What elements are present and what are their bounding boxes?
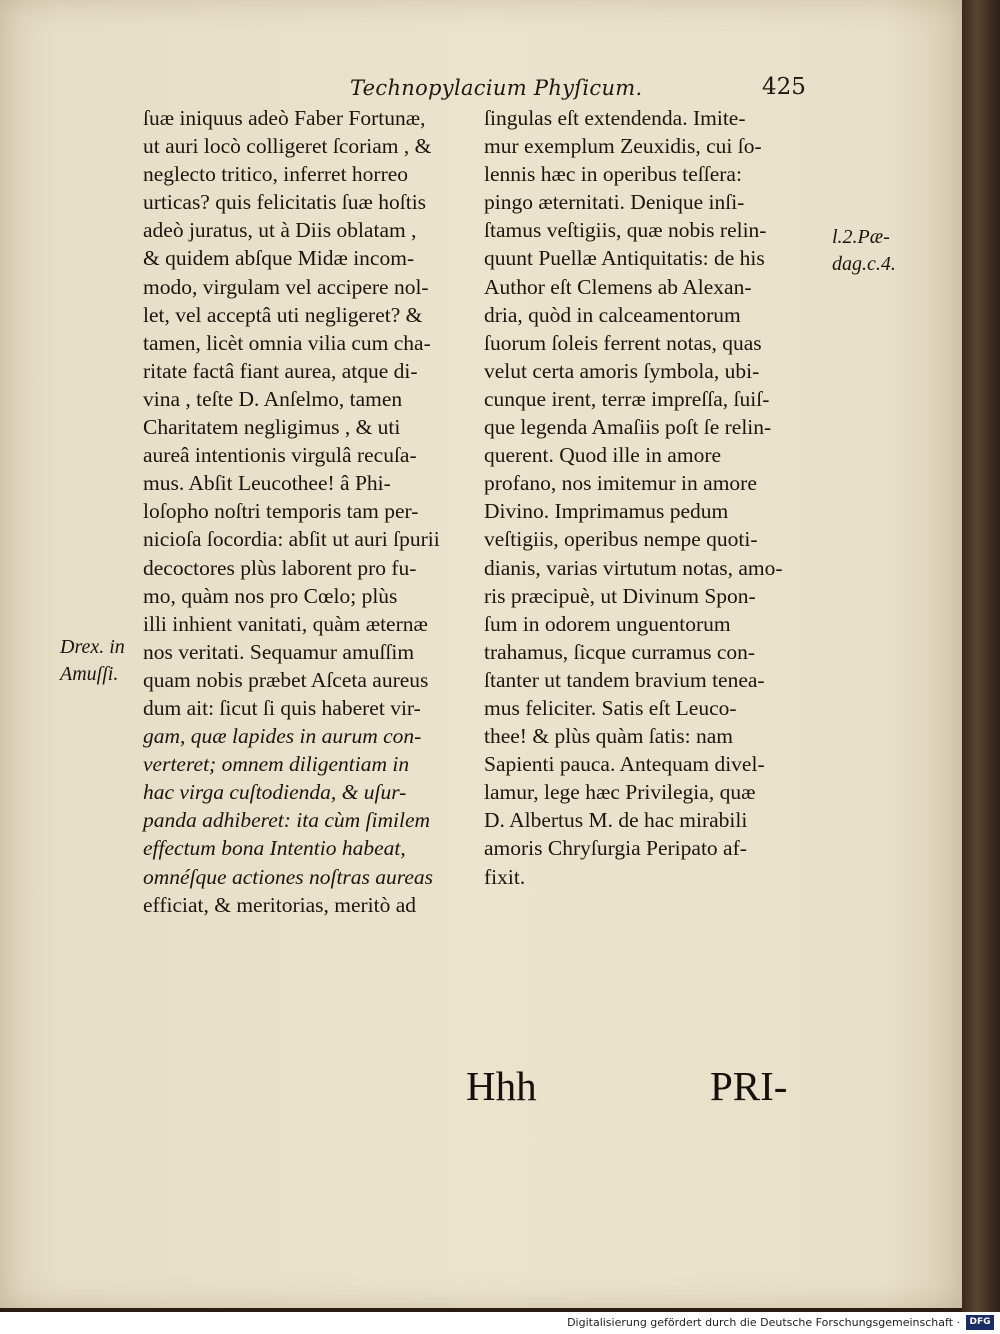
text-line: Sapienti pauca. Antequam divel-	[484, 752, 765, 777]
margin-note-right-line: l.2.Pæ-	[832, 226, 890, 248]
text-line: ſuæ iniquus adeò Faber Fortunæ,	[143, 106, 426, 130]
text-line: dianis, varias virtutum notas, amo-	[484, 555, 783, 580]
text-line: dria, quòd in calceamentorum	[484, 302, 741, 327]
text-line: ris præcipuè, ut Divinum Spon-	[484, 583, 756, 608]
text-line: quunt Puellæ Antiquitatis: de his	[484, 246, 765, 271]
text-line: urticas? quis felicitatis ſuæ hoſtis	[143, 190, 427, 215]
text-line: ſingulas eſt extendenda. Imite-	[484, 106, 746, 130]
banner-text: Digitalisierung gefördert durch die Deutsche Forschungsgemeinschaft ·	[567, 1316, 960, 1329]
text-line: querent. Quod ille in amore	[484, 443, 722, 468]
text-line: aureâ intentionis virgulâ recuſa-	[143, 443, 417, 468]
margin-note-right	[832, 224, 896, 278]
text-line: let, vel acceptâ uti negligeret? &	[143, 302, 423, 327]
text-line: ſum in odorem unguentorum	[484, 611, 731, 636]
text-line: mur exemplum Zeuxidis, cui ſo-	[484, 134, 762, 159]
text-line: modo, virgulam vel accipere nol-	[143, 274, 429, 299]
page-number: 425	[762, 74, 806, 100]
text-column-left	[143, 104, 469, 919]
text-line: neglecto tritico, inferret horreo	[143, 162, 409, 187]
text-line: nicioſa ſocordia: abſit ut auri ſpurii	[143, 527, 440, 552]
digitization-banner	[0, 1312, 1000, 1334]
text-line: nos veritati. Sequamur amuſſim	[143, 639, 415, 664]
text-line: cunque irent, terræ impreſſa, ſuiſ-	[484, 386, 770, 411]
text-line: pingo æternitati. Denique inſi-	[484, 190, 745, 215]
text-line: ſtanter ut tandem bravium tenea-	[484, 667, 765, 692]
text-line: ſtamus veſtigiis, quæ nobis relin-	[484, 218, 767, 243]
text-line: illi inhient vanitati, quàm æternæ	[143, 611, 428, 636]
dfg-logo-icon: DFG	[966, 1315, 994, 1330]
text-line: vina , teſte D. Anſelmo, tamen	[143, 386, 403, 411]
text-line: amoris Chryſurgia Peripato af-	[484, 836, 747, 861]
text-line: veſtigiis, operibus nempe quoti-	[484, 527, 758, 552]
margin-note-right-line: dag.c.4.	[832, 253, 896, 275]
text-line: effectum bona Intentio habeat,	[143, 836, 406, 861]
text-line: mus feliciter. Satis eſt Leuco-	[484, 695, 737, 720]
text-line: quam nobis præbet Aſceta aureus	[143, 667, 429, 692]
text-line: mus. Abſit Leucothee! â Phi-	[143, 471, 391, 496]
text-line: trahamus, ſicque curramus con-	[484, 639, 756, 664]
catchword: PRI-	[710, 1063, 788, 1109]
text-line: Divino. Imprimamus pedum	[484, 499, 729, 524]
text-line: Charitatem negligimus , & uti	[143, 415, 401, 440]
margin-note-left-line: Drex. in	[60, 636, 125, 658]
text-line: mo, quàm nos pro Cœlo; plùs	[143, 583, 398, 608]
book-edge	[962, 0, 1000, 1312]
text-line: panda adhiberet: ita cùm ſimilem	[143, 808, 431, 833]
text-line: profano, nos imitemur in amore	[484, 471, 757, 496]
text-line: efficiat, & meritorias, meritò ad	[143, 892, 417, 917]
text-line: thee! & plùs quàm ſatis: nam	[484, 724, 733, 749]
text-line: ſuorum ſoleis ferrent notas, quas	[484, 330, 762, 355]
text-line: velut certa amoris ſymbola, ubi-	[484, 358, 760, 383]
text-line: hac virga cuſtodienda, & uſur-	[143, 780, 407, 805]
text-line: D. Albertus M. de hac mirabili	[484, 808, 748, 833]
text-line: que legenda Amaſiis poſt ſe relin-	[484, 415, 772, 440]
text-line: Author eſt Clemens ab Alexan-	[484, 274, 752, 299]
text-line: ritate factâ fiant aurea, atque di-	[143, 358, 418, 383]
text-line: ut auri locò colligeret ſcoriam , &	[143, 134, 432, 159]
margin-note-left	[60, 634, 125, 688]
text-line: dum ait: ſicut ſi quis haberet vir-	[143, 695, 421, 720]
running-title: Technopylacium Phyſicum.	[350, 76, 643, 100]
text-line: lennis hæc in operibus teſſera:	[484, 162, 742, 187]
margin-note-left-line: Amuſſi.	[60, 663, 119, 685]
text-line: decoctores plùs laborent pro fu-	[143, 555, 417, 580]
text-line: tamen, licèt omnia vilia cum cha-	[143, 330, 431, 355]
text-column-right	[484, 104, 806, 891]
text-line: & quidem abſque Midæ incom-	[143, 246, 415, 271]
signature-mark: Hhh	[466, 1063, 537, 1109]
text-line: loſopho noſtri temporis tam per-	[143, 499, 419, 524]
text-line: adeò juratus, ut à Diis oblatam ,	[143, 218, 417, 243]
text-line: verteret; omnem diligentiam in	[143, 752, 410, 777]
text-line: omnéſque actiones noſtras aureas	[143, 864, 434, 889]
text-line: lamur, lege hæc Privilegia, quæ	[484, 780, 756, 805]
text-line: gam, quæ lapides in aurum con-	[143, 724, 422, 749]
text-line: fixit.	[484, 864, 526, 889]
